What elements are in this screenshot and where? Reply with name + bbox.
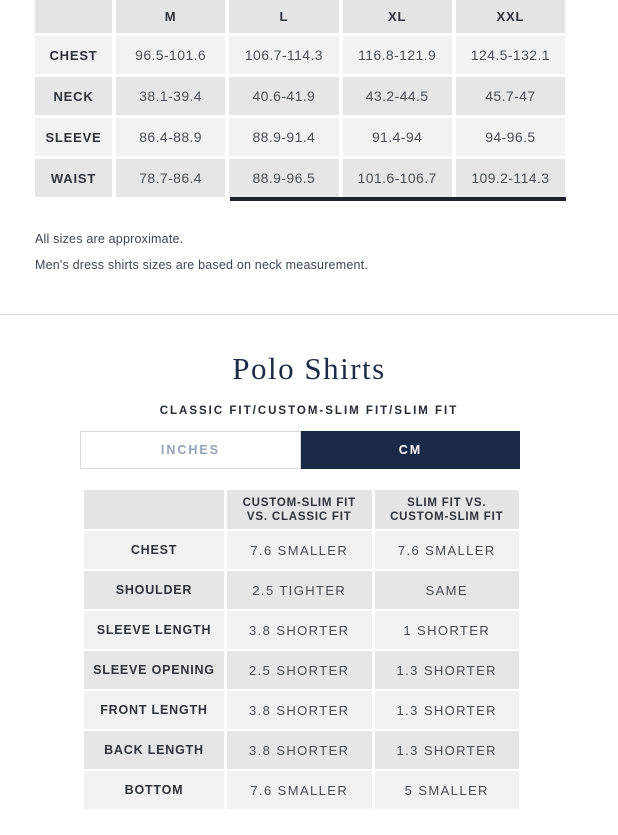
value-cell: 2.5 TIGHTER xyxy=(227,571,372,609)
value-cell: 88.9-96.5 xyxy=(229,159,338,197)
row-label-waist: WAIST xyxy=(35,159,112,197)
value-cell: 91.4-94 xyxy=(343,118,452,156)
header-cell-slim-vs-custom-slim xyxy=(375,490,520,529)
inches-toggle-button[interactable]: INCHES xyxy=(80,431,301,469)
value-cell: 5 SMALLER xyxy=(375,771,520,809)
value-cell: 45.7-47 xyxy=(456,77,565,115)
fit-subtitle: CLASSIC FIT/CUSTOM-SLIM FIT/SLIM FIT xyxy=(159,405,459,417)
value-cell: 78.7-86.4 xyxy=(116,159,225,197)
header-cell-custom-slim-vs-classic xyxy=(227,490,372,529)
header-cell-size-xxl: XXL xyxy=(456,0,565,33)
row-label-front-length: FRONT LENGTH xyxy=(84,691,224,729)
unit-toggle xyxy=(80,431,520,469)
row-label-bottom: BOTTOM xyxy=(84,771,224,809)
header-cell-blank xyxy=(84,490,224,529)
value-cell: 40.6-41.9 xyxy=(229,77,338,115)
value-cell: 124.5-132.1 xyxy=(456,36,565,74)
value-cell: 96.5-101.6 xyxy=(116,36,225,74)
row-label-sleeve-opening: SLEEVE OPENING xyxy=(84,651,224,689)
header-line: CUSTOM-SLIM FIT xyxy=(390,510,504,523)
row-label-chest: CHEST xyxy=(84,531,224,569)
value-cell: 3.8 SHORTER xyxy=(227,691,372,729)
row-label-shoulder: SHOULDER xyxy=(84,571,224,609)
page-title: Polo Shirts xyxy=(232,351,386,386)
value-cell: 109.2-114.3 xyxy=(456,159,565,197)
polo-fit-comparison-table xyxy=(84,490,519,809)
cm-toggle-button[interactable]: CM xyxy=(301,431,520,469)
value-cell: 106.7-114.3 xyxy=(229,36,338,74)
row-label-chest: CHEST xyxy=(35,36,112,74)
size-notes xyxy=(35,231,618,274)
value-cell: 1.3 SHORTER xyxy=(375,651,520,689)
header-cell-blank xyxy=(35,0,112,33)
value-cell: 2.5 SHORTER xyxy=(227,651,372,689)
value-cell: 7.6 SMALLER xyxy=(227,771,372,809)
row-label-neck: NECK xyxy=(35,77,112,115)
row-label-back-length: BACK LENGTH xyxy=(84,731,224,769)
value-cell: 38.1-39.4 xyxy=(116,77,225,115)
row-label-sleeve-length: SLEEVE LENGTH xyxy=(84,611,224,649)
value-cell: 88.9-91.4 xyxy=(229,118,338,156)
row-label-sleeve: SLEEVE xyxy=(35,118,112,156)
table-horizontal-scrollbar-thumb[interactable] xyxy=(230,197,566,201)
value-cell: 1.3 SHORTER xyxy=(375,691,520,729)
section-divider xyxy=(0,314,618,315)
header-line: CUSTOM-SLIM FIT xyxy=(242,496,356,509)
header-line: SLIM FIT VS. xyxy=(407,496,487,509)
header-cell-size-l: L xyxy=(229,0,338,33)
value-cell: 7.6 SMALLER xyxy=(227,531,372,569)
value-cell: SAME xyxy=(375,571,520,609)
value-cell: 86.4-88.9 xyxy=(116,118,225,156)
header-cell-size-m: M xyxy=(116,0,225,33)
value-cell: 1.3 SHORTER xyxy=(375,731,520,769)
value-cell: 3.8 SHORTER xyxy=(227,611,372,649)
value-cell: 7.6 SMALLER xyxy=(375,531,520,569)
header-line: VS. CLASSIC FIT xyxy=(246,510,352,523)
value-cell: 1 SHORTER xyxy=(375,611,520,649)
note-neck-measurement: Men's dress shirts sizes are based on neck measurement. xyxy=(35,258,368,272)
value-cell: 94-96.5 xyxy=(456,118,565,156)
value-cell: 101.6-106.7 xyxy=(343,159,452,197)
value-cell: 43.2-44.5 xyxy=(343,77,452,115)
value-cell: 116.8-121.9 xyxy=(343,36,452,74)
note-approximate: All sizes are approximate. xyxy=(35,232,184,246)
dress-shirt-size-table xyxy=(35,0,565,197)
header-cell-size-xl: XL xyxy=(343,0,452,33)
value-cell: 3.8 SHORTER xyxy=(227,731,372,769)
